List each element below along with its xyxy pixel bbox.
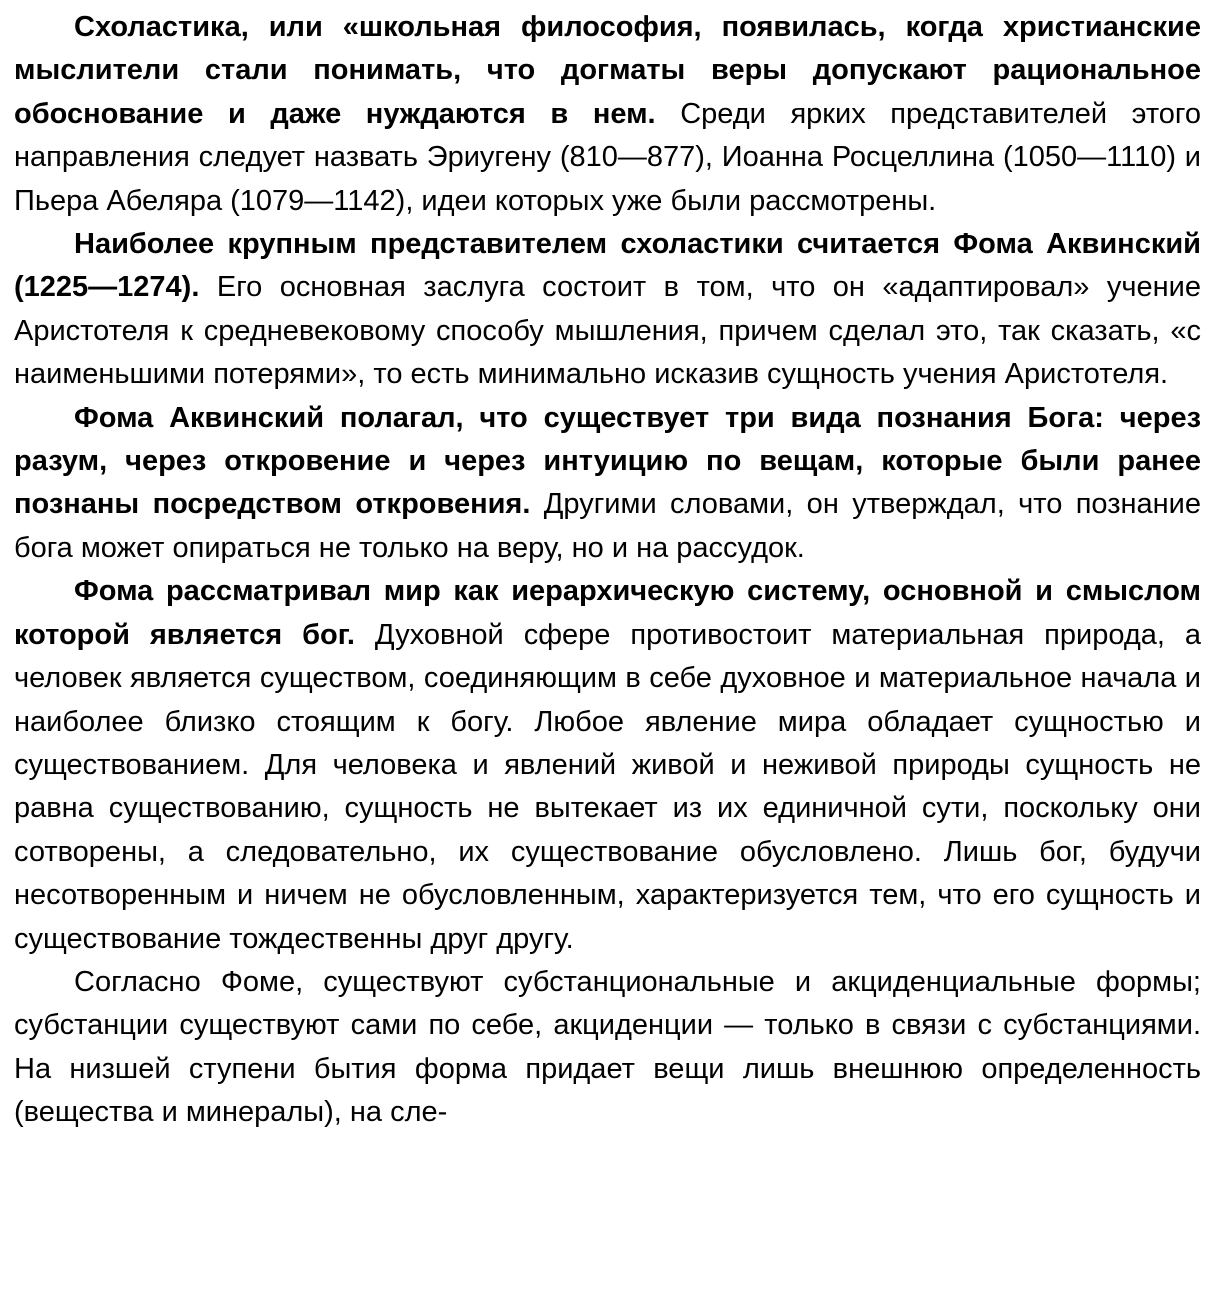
paragraph-3-text: Другими словами, он утверждал, что познание бога может опираться не только на веру, но и на рассудок. (14, 488, 1202, 564)
paragraph-3-bold-lead: Фома Аквинский полагал, что существует три вида познания Бога: через разум, через откровение и через интуицию по вещам, которые были ранее познаны посредством откровения. (14, 401, 1201, 521)
paragraph-4-bold-lead: Фома рассматривал мир как иерархическую систему, основной и смыслом которой является бог. (14, 575, 1201, 651)
paragraph-1 (14, 6, 1201, 223)
paragraph-3 (14, 397, 1201, 571)
paragraph-4-text: Духовной сфере противостоит материальная природа, а человек является существом, соединяющим в себе духовное и материальное начала и наиболее близко стоящим к богу. Любое явление мира обладает сущностью и существованием. Для человека и явлений живой и неживой природы сущность не равна существованию, сущность не вытекает из их единичной сути, поскольку они сотворены, а следовательно, их существование обусловлено. Лишь бог, будучи несотворенным и ничем не обусловленным, характеризуется тем, что его сущность и существование тождественны друг другу. (14, 618, 1201, 955)
paragraph-2-text: Его основная заслуга состоит в том, что он «адаптировал» учение Аристотеля к средневековому способу мышления, причем сделал это, так сказать, «с наименьшими потерями», то есть минимально исказив сущность учения Аристотеля. (14, 271, 1201, 391)
paragraph-5 (14, 961, 1201, 1135)
paragraph-2 (14, 223, 1201, 397)
paragraph-1-text: Среди ярких представителей этого направления следует назвать Эриугену (810—877), Иоанна Росцеллина (1050—1110) и Пьера Абеляра (1079—1142), идеи которых уже были рассмотрены. (14, 97, 1201, 217)
paragraph-4 (14, 570, 1201, 961)
paragraph-1-bold-lead: Схоластика, или «школьная философия, появилась, когда христианские мыслители стали понимать, что догматы веры допускают рациональное обоснование и даже нуждаются в нем. (14, 11, 1201, 130)
paragraph-2-bold-lead: Наиболее крупным представителем схоластики считается Фома Аквинский (1225—1274). (14, 228, 1201, 304)
paragraph-5-text: Согласно Фоме, существуют субстанциональные и акциденциальные формы; субстанции существуют сами по себе, акциденции — только в связи с субстанциями. На низшей ступени бытия форма придает вещи лишь внешнюю определенность (вещества и минералы), на сле- (14, 965, 1201, 1129)
